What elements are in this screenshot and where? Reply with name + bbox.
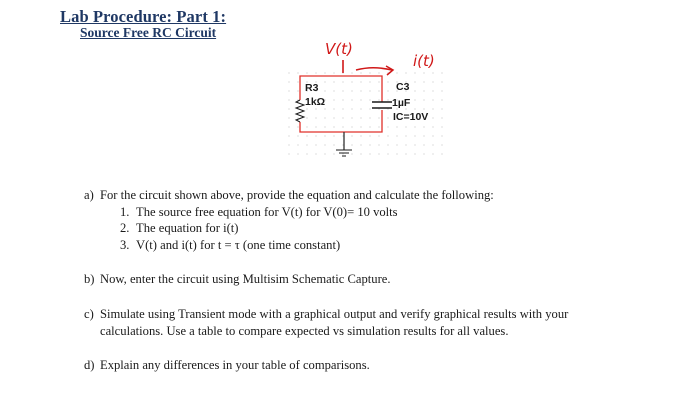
task-b	[84, 271, 391, 287]
lab-title: Lab Procedure: Part 1:	[60, 7, 227, 26]
item-text: The equation for i(t)	[136, 221, 239, 235]
capacitor-initial-condition: IC=10V	[393, 111, 429, 123]
task-a-item	[120, 237, 340, 253]
item-text: V(t) and i(t) for t = τ (one time constant)	[136, 238, 341, 252]
task-d-text: Explain any differences in your table of comparisons.	[100, 358, 370, 372]
circuit-subtitle: Source Free RC Circuit	[80, 25, 217, 40]
task-b-text: Now, enter the circuit using Multisim Schematic Capture.	[100, 272, 391, 286]
task-a-item	[120, 220, 238, 236]
rc-circuit-schematic	[250, 28, 490, 168]
task-a-label: a)	[84, 188, 94, 202]
item-number: 2.	[120, 221, 130, 235]
capacitor-value: 1µF	[392, 97, 411, 109]
item-number: 3.	[120, 238, 130, 252]
item-text: The source free equation for V(t) for V(0)= 10 volts	[136, 205, 398, 219]
task-b-label: b)	[84, 272, 95, 286]
task-a-text: For the circuit shown above, provide the equation and calculate the following:	[100, 188, 494, 202]
item-number: 1.	[120, 205, 130, 219]
task-a-item	[120, 204, 398, 220]
task-c-text-line1: Simulate using Transient mode with a graphical output and verify graphical results with your	[100, 307, 569, 321]
current-annotation: i(t)	[413, 52, 435, 70]
task-d	[84, 357, 370, 373]
task-c-label: c)	[84, 307, 94, 321]
task-c-text-line2: calculations. Use a table to compare expected vs simulation results for all values.	[100, 324, 509, 338]
resistor-ref: R3	[305, 82, 319, 94]
task-a	[84, 187, 494, 203]
voltage-annotation: V(t)	[325, 40, 353, 58]
task-c	[84, 306, 568, 322]
resistor-value: 1kΩ	[305, 96, 326, 108]
capacitor-ref: C3	[396, 81, 410, 93]
task-d-label: d)	[84, 358, 95, 372]
